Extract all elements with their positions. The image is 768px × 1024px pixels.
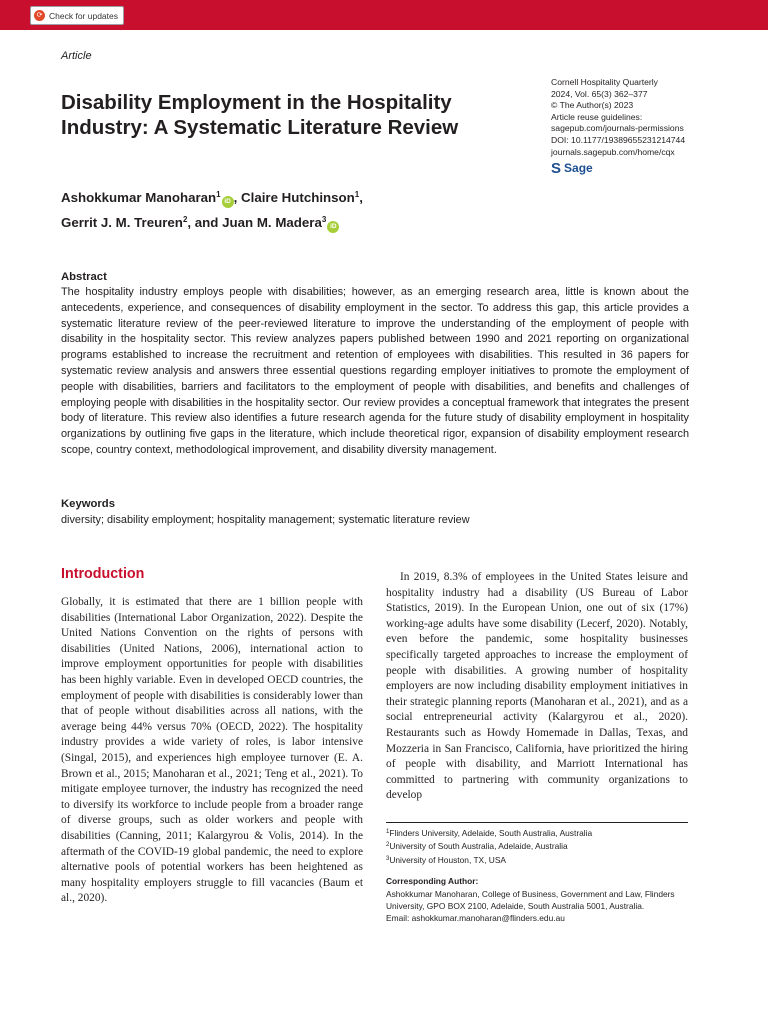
author-affiliation: 1 [354,190,360,199]
affiliation-line [386,839,688,852]
intro-left-column: Globally, it is estimated that there are 1 billion people with disabilities (International Labor Organization, 2022). Despite the United Nations Convention on the rights of persons with disabilities (United Nations, 2006), international action to improve employment opportunities for people with disabilities has been highly variable. Even in developed OECD countries, the employment of people with disabilities is considerably lower than that of people without disabilities across all nations, with the average being 44% versus 70% (OECD, 2022). The hospitality industry provides a wide variety of roles, is labor intensive (Singal, 2015), and experiences high employee turnover (E. A. Brown et al., 2015; Manoharan et al., 2021; Teng et al., 2021). To mitigate employee turnover, the industry has recognized the need to diversify its workforce to include people from a broader range of diverse groups, such as older workers and people with disabilities (Canning, 2011; Kalargyrou & Volis, 2014). In the aftermath of the COVID-19 global pandemic, the need to explore alternative pools of potential workers has been heightened as many hospitality employers struggle to fill vacancies (Baum et al., 2020). [61,596,363,905]
orcid-icon[interactable]: iD [327,221,339,233]
permissions-link[interactable]: sagepub.com/journals-permissions [551,123,684,134]
affiliation-number: 2 [386,842,390,849]
publisher-logo [551,162,685,176]
orcid-icon[interactable]: iD [222,196,234,208]
affiliation-number: 1 [386,829,390,835]
author-name[interactable]: Juan M. Madera [222,215,322,230]
author-list [61,184,531,234]
affiliation-line [386,853,688,866]
journal-info [551,77,685,176]
author-name[interactable]: Claire Hutchinson [241,190,355,205]
abstract-text: The hospitality industry employs people with disabilities; however, as an emerging research area, little is known about the antecedents, experience, and consequences of disability employment in the sector. To address this gap, this article provides a systematic literature review of the peer-reviewed literature to improve the understanding of the employment of people with disability in the hospitality sector. This review analyzes papers published between 1990 and 2021 reporting on organizational programs established to increase the recruitment and retention of employees with disabilities. This resulted in 36 papers for systematic review analysis and answers three essential questions regarding employer initiatives to promote the employment of people with disabilities, barriers and facilitators to the employment of people with disabilities, and benefits and challenges of employing people with disabilities in the hospitality sector. Our review provides a conceptual framework that integrates the present body of literature. This review also identifies a future research agenda for the future study of disability employment in hospitality organizations by outlining five gaps in the literature, which include theoretical rigor, expansion of disability employment research scope, country context, methodological improvement, and disability diversity management. [61,286,689,456]
abstract-heading: Abstract [61,271,107,283]
corresponding-author-label: Corresponding Author: [386,876,479,887]
author-affiliation: 1 [216,190,221,199]
author-affiliation: 3 [321,215,327,224]
author-affiliation: 2 [182,215,188,224]
journal-home-link[interactable]: journals.sagepub.com/home/cqx [551,146,675,157]
article-type-label: Article [61,50,92,62]
update-badge-icon: ⟳ [34,10,45,21]
footnote-divider [386,822,688,823]
introduction-heading: Introduction [61,566,145,582]
author-name[interactable]: Ashokkumar Manoharan [61,190,217,205]
author-separator: , and [187,215,223,230]
intro-right-column: In 2019, 8.3% of employees in the United States leisure and hospitality industry had a disability (US Bureau of Labor Statistics, 2019). In the European Union, one out of six (17%) working-age adults have some disability (Lecerf, 2020). Notably, even before the pandemic, some hospitality businesses specifically targeted approaches to increase the employment of people with disabilities. A growing number of hospitality employers are now including disability employment initiatives in their strategic planning reports (Manoharan et al., 2021), and as a social entrepreneurial activity (Kalargyrou et al., 2020). Restaurants such as Howdy Homemade in Dallas, Texas, and Mozzeria in San Francisco, California, have prioritized the hiring of people with disability, and Marriott International has committed to partnering with community organizations to develop [386,571,688,802]
footnotes [386,826,688,925]
journal-name: Cornell Hospitality Quarterly [551,77,658,87]
affiliation-text: Flinders University, Adelaide, South Australia, Australia [389,828,593,838]
affiliation-number: 3 [386,855,390,862]
copyright: © The Author(s) 2023 [551,100,634,111]
keywords-text: diversity; disability employment; hospitality management; systematic literature review [61,514,470,526]
affiliation-line [386,826,688,839]
author-separator: , [359,190,363,205]
check-for-updates-button[interactable] [30,6,124,25]
check-for-updates-label: Check for updates [49,10,118,21]
affiliation-text: University of South Australia, Adelaide, Australia [389,841,568,852]
keywords-heading: Keywords [61,498,115,510]
affiliation-text: University of Houston, TX, USA [389,854,507,865]
doi-link[interactable]: DOI: 10.1177/19389655231214744 [551,134,686,145]
corresponding-author-email[interactable]: Email: ashokkumar.manoharan@flinders.edu.au [386,913,565,924]
reuse-label: Article reuse guidelines: [551,111,643,122]
publisher-name: Sage [564,161,593,176]
sage-logo-icon: S [551,160,562,178]
corresponding-author-address: Ashokkumar Manoharan, College of Business, Government and Law, Flinders University, GPO BOX 2100, Adelaide, South Australia 5001, Australia. [386,888,675,912]
journal-volume: 2024, Vol. 65(3) 362–377 [551,88,648,99]
author-separator: , [233,190,242,205]
author-name[interactable]: Gerrit J. M. Treuren [61,215,183,230]
paper-title: Disability Employment in the Hospitality Industry: A Systematic Literature Review [61,91,459,139]
